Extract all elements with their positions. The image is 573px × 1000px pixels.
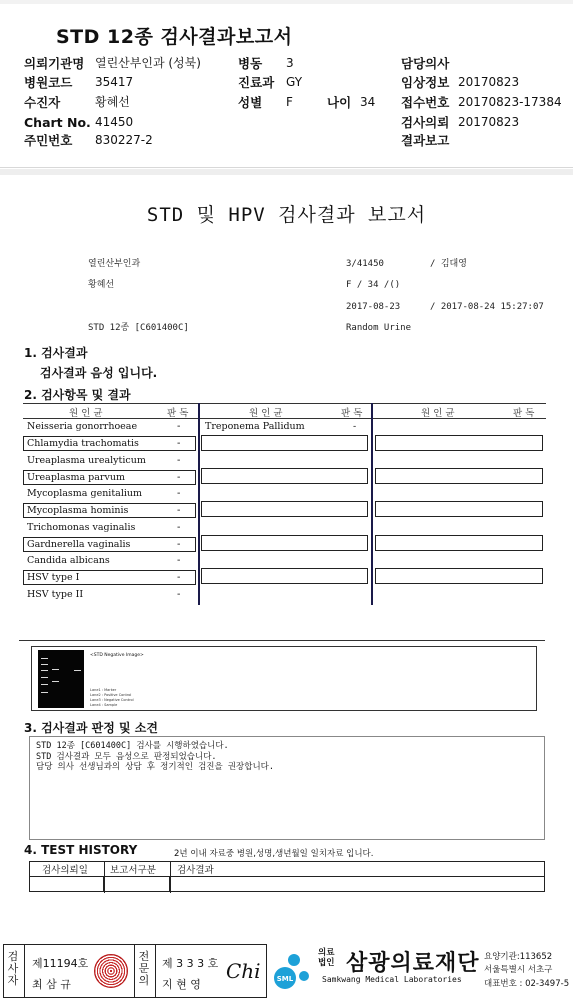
label-hospital-code: 병원코드 <box>24 75 73 90</box>
history-col-line <box>103 876 104 892</box>
organism-result: - <box>177 455 181 466</box>
label-institution: 의뢰기관명 <box>24 56 85 71</box>
label-specialist: 전문의 <box>138 950 150 987</box>
history-note: 2년 이내 자료중 병원,성명,생년월일 일치자료 입니다. <box>174 849 374 859</box>
signature-box <box>3 944 267 998</box>
organism-name: Chlamydia trachomatis <box>27 438 139 449</box>
history-header-date: 검사의뢰일 <box>42 865 88 876</box>
value-sex: F <box>286 95 293 109</box>
column-divider <box>371 403 373 605</box>
header-result-1: 판 독 <box>167 408 189 419</box>
sig-divider <box>155 945 156 997</box>
organism-name: Ureaplasma parvum <box>27 472 125 483</box>
value-institution: 열린산부인과 (성북) <box>95 56 201 70</box>
organism-result: - <box>177 472 181 483</box>
empty-cell <box>201 568 368 584</box>
value-department: GY <box>286 75 303 89</box>
report-title: STD 및 HPV 검사결과 보고서 <box>146 204 427 226</box>
lab-phone: 대표번호 : 02-3497-5 <box>484 979 570 989</box>
organism-result: - <box>177 505 181 516</box>
label-patient: 수진자 <box>24 95 61 110</box>
section4-title: 4. TEST HISTORY <box>24 843 138 857</box>
opinion-line: 담당 의사 선생님과의 상담 후 정기적인 검진을 권장합니다. <box>36 762 275 772</box>
header-result-2: 판 독 <box>341 408 363 419</box>
section-gap <box>0 169 573 175</box>
date-received: 2017-08-23 <box>346 302 401 312</box>
organism-result: - <box>177 488 181 499</box>
value-chart-no: 41450 <box>95 115 134 129</box>
organism-result: - <box>177 438 181 449</box>
lab-address: 서울특별시 서초구 <box>484 965 553 975</box>
empty-cell <box>375 435 543 451</box>
organism-result: - <box>177 522 181 533</box>
empty-cell <box>201 435 368 451</box>
gel-band <box>41 658 48 659</box>
label-resident-no: 주민번호 <box>24 133 73 148</box>
seal-stamp <box>94 954 128 988</box>
results-table <box>23 403 546 605</box>
gel-legend-item: Lane4 : Sample <box>90 703 118 707</box>
empty-cell <box>201 535 368 551</box>
label-sex: 성별 <box>238 95 263 110</box>
care-code: 요양기관:113652 <box>484 952 553 962</box>
gel-band <box>41 684 48 685</box>
top-strip <box>0 0 573 4</box>
organism-name: Mycoplasma hominis <box>27 505 129 516</box>
lab-name: 삼광의료재단 <box>346 951 480 976</box>
header-organism-3: 원 인 균 <box>421 408 455 419</box>
label-tester: 검사자 <box>7 950 19 987</box>
sig-divider <box>134 945 135 997</box>
value-resident-no: 830227-2 <box>95 133 153 147</box>
footer <box>0 942 573 1000</box>
history-body <box>29 862 545 892</box>
label-result-report: 결과보고 <box>401 133 450 148</box>
label-age: 나이 <box>327 95 352 110</box>
handwritten-signature: Chi <box>226 959 261 983</box>
empty-cell <box>375 535 543 551</box>
specialist-name: 지 현 영 <box>162 978 201 991</box>
clinic-name: 열린산부인과 <box>88 259 141 269</box>
gel-band <box>41 670 48 671</box>
corp-prefix: 의료법인 <box>318 948 335 968</box>
value-clinical-info: 20170823 <box>458 75 520 89</box>
gel-band <box>41 664 48 665</box>
empty-cell <box>375 568 543 584</box>
organism-name: Neisseria gonorrhoeae <box>27 421 138 432</box>
gel-band <box>52 669 59 670</box>
gel-legend-item: Lane2 : Positive Control <box>90 693 132 697</box>
organism-name: Treponema Pallidum <box>205 421 305 432</box>
value-patient: 황혜선 <box>95 95 130 109</box>
tester-name: 최 삼 규 <box>32 978 71 991</box>
specialist-license: 제 3 3 3 호 <box>162 957 219 970</box>
sml-logo-icon <box>272 948 314 994</box>
label-clinical-info: 임상정보 <box>401 75 450 90</box>
organism-result: - <box>177 572 181 583</box>
header-result-3: 판 독 <box>513 408 535 419</box>
opinion-line: STD 검사결과 모두 음성으로 판정되었습니다. <box>36 751 217 762</box>
value-receipt-no: 20170823-17384 <box>458 95 562 109</box>
specimen-type: Random Urine <box>346 323 412 333</box>
header-title: STD 12종 검사결과보고서 <box>56 26 293 48</box>
sex-age: F / 34 /() <box>346 280 401 290</box>
opinion-box <box>29 736 545 840</box>
organism-name: Candida albicans <box>27 555 110 566</box>
history-col-line <box>169 876 170 892</box>
section2-title: 2. 검사항목 및 결과 <box>24 388 131 402</box>
report-header <box>0 0 573 168</box>
doctor-name: / 김대영 <box>430 259 467 269</box>
organism-name: Trichomonas vaginalis <box>27 522 136 533</box>
gel-image-panel <box>31 646 537 711</box>
label-ward: 병동 <box>238 56 263 71</box>
gel-band <box>74 670 81 671</box>
history-header-result: 검사결과 <box>177 865 214 876</box>
empty-cell <box>201 501 368 517</box>
column-divider <box>198 403 200 605</box>
empty-cell <box>375 468 543 484</box>
organism-name: HSV type I <box>27 572 80 583</box>
organism-name: Mycoplasma genitalium <box>27 488 143 499</box>
value-hospital-code: 35417 <box>95 75 134 89</box>
history-header-type: 보고서구분 <box>110 865 156 876</box>
label-chart-no: Chart No. <box>24 115 91 130</box>
empty-cell <box>201 468 368 484</box>
label-request-date: 검사의뢰 <box>401 115 450 130</box>
header-organism-1: 원 인 균 <box>69 408 103 419</box>
value-age: 34 <box>360 95 376 109</box>
gel-caption: <STD Negative Image> <box>90 653 144 658</box>
section1-title: 1. 검사결과 <box>24 346 88 360</box>
section-divider <box>19 640 545 641</box>
gel-legend-item: Lane3 : Negative Control <box>90 698 134 702</box>
gel-legend-item: Lane1 : Marker <box>90 688 117 692</box>
results-table-header <box>23 403 546 419</box>
label-doctor: 담당의사 <box>401 56 450 71</box>
tester-license: 제11194호 <box>32 957 89 970</box>
label-department: 진료과 <box>238 75 275 90</box>
section3-title: 3. 검사결과 판정 및 소견 <box>24 721 158 735</box>
label-receipt-no: 접수번호 <box>401 95 450 110</box>
organism-name: HSV type II <box>27 589 84 600</box>
organism-result: - <box>177 589 181 600</box>
empty-cell <box>375 501 543 517</box>
gel-band <box>41 692 48 693</box>
sig-divider <box>24 945 25 997</box>
organism-result: - <box>177 421 181 432</box>
logo-text: SML <box>276 975 294 983</box>
patient-name: 황혜선 <box>88 280 115 290</box>
organism-result: - <box>353 421 357 432</box>
organism-name: Ureaplasma urealyticum <box>27 455 146 466</box>
test-code: STD 12종 [C601400C] <box>88 323 189 333</box>
chart-number: 3/41450 <box>346 259 384 269</box>
gel-image <box>38 650 84 708</box>
gel-band <box>41 677 48 678</box>
opinion-line: STD 12종 [C601400C] 검사를 시행하였습니다. <box>36 741 229 751</box>
value-request-date: 20170823 <box>458 115 520 129</box>
gel-band <box>52 681 59 682</box>
organism-result: - <box>177 539 181 550</box>
result-summary: 검사결과 음성 입니다. <box>40 366 158 380</box>
organism-name: Gardnerella vaginalis <box>27 539 131 550</box>
lab-english-name: Samkwang Medical Laboratories <box>322 975 462 984</box>
value-ward: 3 <box>286 56 294 70</box>
organism-result: - <box>177 555 181 566</box>
header-organism-2: 원 인 균 <box>249 408 283 419</box>
date-reported: / 2017-08-24 15:27:07 <box>430 302 544 312</box>
